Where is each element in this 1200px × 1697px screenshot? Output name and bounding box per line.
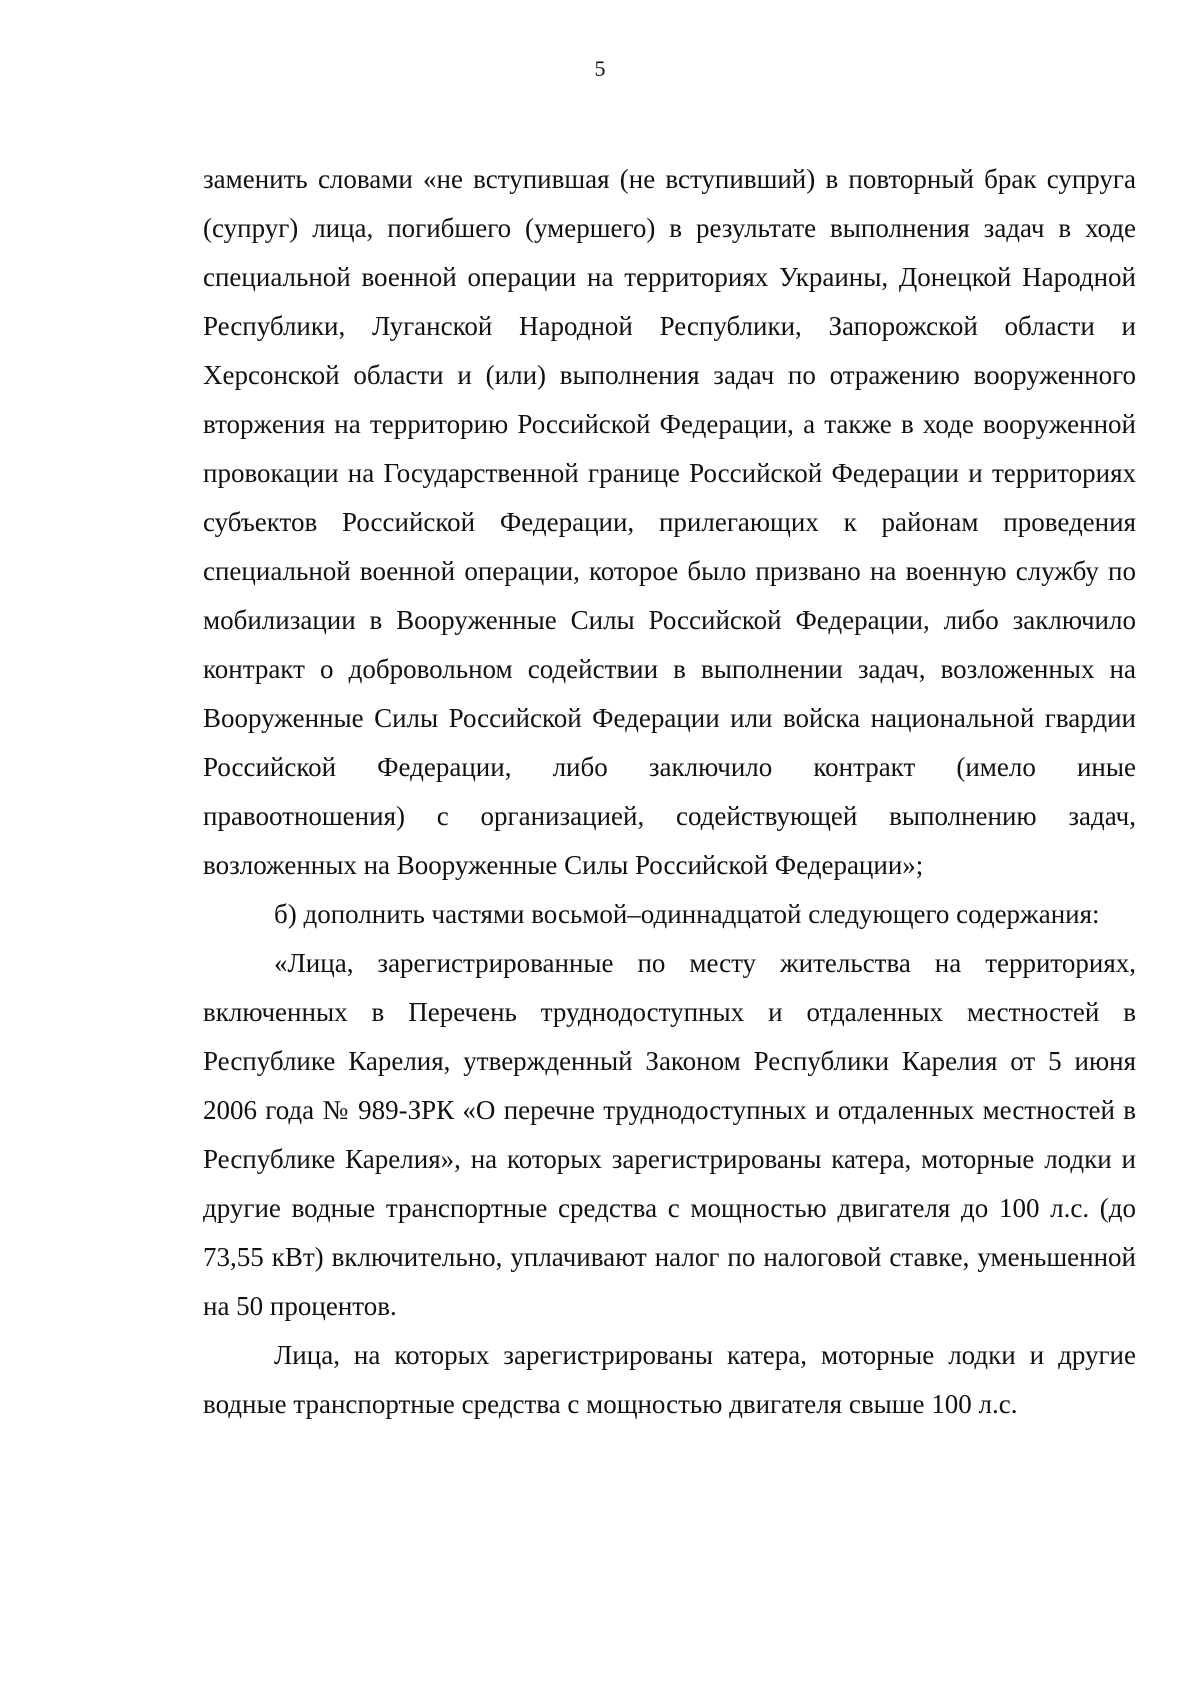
paragraph-engine-over-100hp: Лица, на которых зарегистрированы катера, моторные лодки и другие водные транспортные средства с мощностью двигателя свыше 100 л.с. bbox=[203, 1340, 1136, 1419]
paragraph-amendment-text: заменить словами «не вступившая (не вступивший) в повторный брак супруга (супруг) лица, погибшего (умершего) в результате выполнения задач в ходе специальной военной операции на территориях Украины, Донецкой Народной Республики, Луганской Народной Республики, Запорожской области и Херсонской области и (или) выполнения задач по отражению вооруженного вторжения на территорию Российской Федерации, а также в ходе вооруженной провокации на Государственной границе Российской Федерации и территориях субъектов Российской Федерации, прилегающих к районам проведения специальной военной операции, которое было призвано на военную службу по мобилизации в Вооруженные Силы Российской Федерации, либо заключило контракт о добровольном содействии в выполнении задач, возложенных на Вооруженные Силы Российской Федерации или войска национальной гвардии Российской Федерации, либо заключило контракт (имело иные правоотношения) с организацией, содействующей выполнению задач, возложенных на Вооруженные Силы Российской Федерации»; bbox=[203, 164, 1136, 880]
paragraph-item-b: б) дополнить частями восьмой–одиннадцатой следующего содержания: bbox=[274, 899, 1100, 929]
page-number: 5 bbox=[594, 56, 606, 81]
paragraph-karelia-remote-areas: «Лица, зарегистрированные по месту жительства на территориях, включенных в Перечень труднодоступных и отдаленных местностей в Республике Карелия, утвержденный Законом Республики Карелия от 5 июня 2006 года № 989-ЗРК «О перечне труднодоступных и отдаленных местностей в Республике Карелия», на которых зарегистрированы катера, моторные лодки и другие водные транспортные средства с мощностью двигателя до 100 л.с. (до 73,55 кВт) включительно, уплачивают налог по налоговой ставке, уменьшенной на 50 процентов. bbox=[203, 948, 1136, 1321]
document-body bbox=[203, 155, 1136, 1429]
